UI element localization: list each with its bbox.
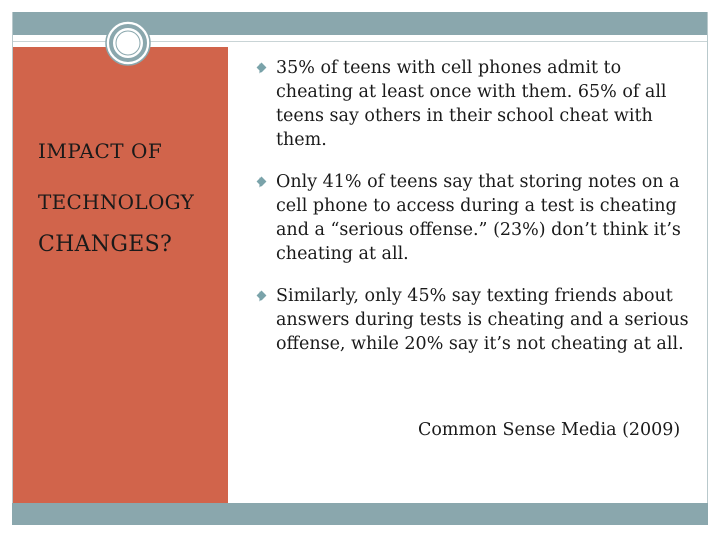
title-panel [13,47,228,503]
slide-title-line-3: CHANGES? [38,232,173,257]
slide-title-line-2: TECHNOLOGY [38,190,195,214]
slide-right-border [707,12,708,525]
circle-ornament-icon [105,20,151,66]
bullet-item: Only 41% of teens say that storing notes on a cell phone to access during a test is cheating and a “serious offense.” (23%) don’t think it’s cheating at all. [257,170,697,266]
source-citation: Common Sense Media (2009) [418,420,681,440]
slide-title-line-1: IMPACT OF [38,139,163,163]
bullet-item: 35% of teens with cell phones admit to cheating at least once with them. 65% of all teens say others in their school cheat with them. [257,56,697,152]
bullet-list [257,56,697,356]
slide-bottom-bar [12,503,708,525]
bullet-item: Similarly, only 45% say texting friends about answers during tests is cheating and a serious offense, while 20% say it’s not cheating at all. [257,284,697,356]
